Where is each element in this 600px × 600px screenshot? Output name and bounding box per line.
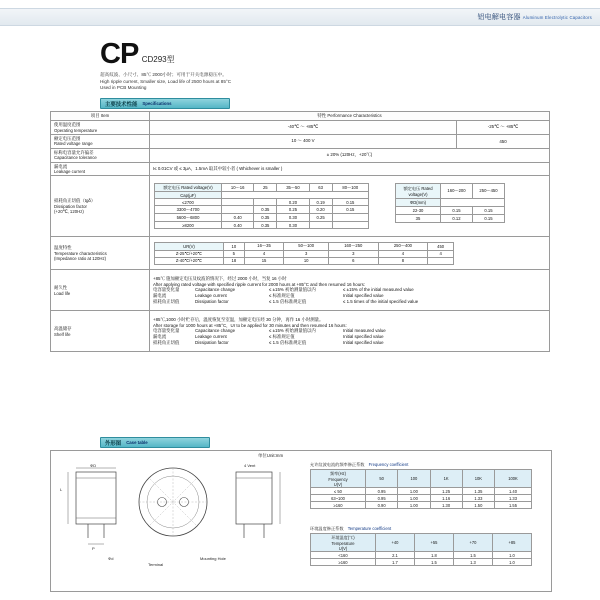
freq-r2-v0: 0.90 <box>366 502 398 509</box>
temp-r0-v1: 4 <box>244 250 284 257</box>
cell-rated-voltage-2: 450 <box>457 134 550 148</box>
page-header <box>0 8 600 26</box>
table-row <box>51 270 550 311</box>
cell-leakage-current: I≤ 0.01CV 或 ≤ 3μA，1.5mA 取其中较小者 ( Whichever is smaller ) <box>150 162 550 176</box>
df-left-spacer <box>222 192 369 199</box>
freq-r2-v3: 1.50 <box>462 502 494 509</box>
shelf-life-cell <box>150 311 550 352</box>
section-bar-case-en: Case table <box>126 440 148 445</box>
freq-r1-v0: 0.95 <box>366 495 398 502</box>
ll-1-cn: 漏电流 <box>153 293 167 299</box>
temperature-cell <box>150 237 550 270</box>
freq-corner-u: U(V) <box>333 481 343 487</box>
df-left-r1-v3: 0.20 <box>309 206 332 214</box>
tc-corner-u: U(V) <box>338 545 348 551</box>
section-bar-specifications-en: Specifications <box>142 101 172 106</box>
row-label-shelf-life <box>51 311 150 352</box>
terminal-note: Terminal <box>148 562 164 567</box>
dissipation-table-right <box>395 183 505 223</box>
df-left-r3-v0: 0.40 <box>222 222 254 229</box>
sl-2-cn: 损耗角正切值 <box>153 340 180 346</box>
cell-operating-temperature-1: -40℃ ～ +85℃ <box>150 121 457 135</box>
tc-corner <box>311 534 376 552</box>
df-left-r0-v2: 0.20 <box>277 199 309 206</box>
temp-r0-v2: 3 <box>284 250 329 257</box>
df-right-col-0: 160～200 <box>441 184 473 199</box>
dim-label-d2: Φd <box>108 556 114 561</box>
load-life-intro-en: After applying rated voltage with specified ripple current for 2000 hours at +85°C and then resumed 16 hours: <box>153 281 366 287</box>
temp-col-2: 50～100 <box>284 242 329 250</box>
df-left-col-3: 63 <box>309 184 332 192</box>
df-right-r1-v1: 0.15 <box>473 215 505 223</box>
freq-corner-en: Frequency <box>328 476 348 482</box>
col-header-char-cn: 特性 <box>317 113 327 118</box>
row-label-cn: 额定电压范围 <box>54 135 81 141</box>
df-left-r0-label: ≤2700 <box>155 199 222 206</box>
table-row <box>155 257 454 264</box>
table-row <box>396 207 505 215</box>
table-row <box>51 162 550 176</box>
cell-rated-voltage-1: 10 ～ 400 V <box>150 134 457 148</box>
frequency-coefficient-block <box>310 462 532 509</box>
table-row <box>155 250 454 257</box>
df-left-r1-label: 3300～4700 <box>155 206 222 214</box>
df-left-r3-v2: 0.30 <box>277 222 309 229</box>
section-bar-specifications <box>100 98 230 109</box>
freq-r0-v2: 1.25 <box>430 488 462 495</box>
table-row <box>396 199 505 207</box>
row-label-temperature-characteristics <box>51 237 150 270</box>
freq-r0-v0: 0.95 <box>366 488 398 495</box>
freq-col-1: 100 <box>398 470 430 488</box>
row-label-load-life <box>51 270 150 311</box>
temp-col-head: UR(V) <box>155 242 224 250</box>
table-row <box>311 559 532 566</box>
series-note-cn: 超高纹波、小尺寸、85℃ 2000小时；可用于开关电源稳压中。 <box>100 72 227 77</box>
temp-r1-v4: 8 <box>378 257 428 264</box>
df-right-col-1: 250～450 <box>473 184 505 199</box>
temp-col-1: 16～35 <box>244 242 284 250</box>
shelf-life-intro-en: After storage for 1000 hours at +85°C，Ur to be applied for 30 minutes and then resumed 16 hours: <box>153 322 347 328</box>
row-label-cn: 损耗角正切值（tgδ） <box>54 198 96 204</box>
temperature-coefficient-block <box>310 526 532 566</box>
freq-corner-cn: 频率(Hz) <box>330 470 346 476</box>
table-row <box>396 184 505 199</box>
temp-r1-v2: 10 <box>284 257 329 264</box>
sl-2-en: Dissipation factor <box>195 340 229 346</box>
ll-0-cn: 电容量变化量 <box>153 287 180 293</box>
df-left-r2-v2: 0.30 <box>277 214 309 222</box>
table-row <box>155 242 454 250</box>
ll-0-valcn: ≤ ±15% 初始测量值以内 <box>269 287 316 293</box>
df-left-r1-v4: 0.15 <box>332 206 368 214</box>
df-right-r1-v0: 0.12 <box>441 215 473 223</box>
table-row <box>155 199 369 206</box>
freq-r2-v1: 1.00 <box>398 502 430 509</box>
freq-r0-v1: 1.00 <box>398 488 430 495</box>
table-row <box>51 134 550 148</box>
df-left-col-2: 35～50 <box>277 184 309 192</box>
df-left-r0-v0 <box>222 199 254 206</box>
series-title-block <box>100 40 231 90</box>
sl-0-valen: Initial measured value <box>343 328 386 334</box>
series-type: CD293型 <box>141 55 175 64</box>
load-life-intro-cn: +85℃ 施加额定电压及纹波的情况下，经过 2000 小时，当复 16 小时 <box>153 275 287 281</box>
temp-r1-v1: 15 <box>244 257 284 264</box>
col-header-characteristics <box>150 112 550 121</box>
row-label-cn: 耐久性 <box>54 285 68 290</box>
freq-r0-v3: 1.35 <box>462 488 494 495</box>
table-row <box>155 206 369 214</box>
freq-r1-v3: 1.33 <box>462 495 494 502</box>
dissipation-table-left <box>154 183 369 229</box>
df-left-r2-v3: 0.25 <box>309 214 332 222</box>
row-label-cn: 温度特性 <box>54 245 72 251</box>
df-right-r1-label: 35 <box>396 215 441 223</box>
table-row <box>51 121 550 135</box>
sl-0-valcn: ≤ ±15% 初始测量值以内 <box>269 328 316 334</box>
sl-0-en: Capacitance change <box>195 328 236 334</box>
tc-r0-v1: 1.8 <box>415 552 454 559</box>
tc-r1-v2: 1.3 <box>454 559 493 566</box>
freq-title-cn: 允许纹波电流的频率修正系数 <box>310 462 365 467</box>
table-row <box>51 237 550 270</box>
row-label-cond: (+20℃, 120Hz) <box>54 209 84 215</box>
df-right-r0-v0: 0.15 <box>441 207 473 215</box>
df-left-r3-label: ≥8200 <box>155 222 222 229</box>
temp-r0-label: Z-25℃/+20℃ <box>155 250 224 257</box>
row-label-operating-temperature <box>51 121 150 135</box>
mounting-hole-note: Mounting Hole <box>200 556 226 561</box>
row-label-rated-voltage-range <box>51 134 150 148</box>
header-title <box>477 12 592 22</box>
temp-r0-v0: 5 <box>224 250 245 257</box>
row-label-cond: (Impedance ratio at 120Hz) <box>54 256 107 262</box>
row-label-en: Temperature characteristics <box>54 250 107 256</box>
series-note-en2: Used in PCB Mounting <box>100 85 147 90</box>
col-header-char-en: Performance Characteristics <box>327 113 382 118</box>
dim-label-L: L <box>60 487 63 492</box>
table-row <box>396 215 505 223</box>
df-right-r0-v1: 0.15 <box>473 207 505 215</box>
tc-r0-v2: 1.5 <box>454 552 493 559</box>
shelf-life-line-2 <box>153 340 546 346</box>
case-unit-label: 单位Unit:mm <box>258 453 284 458</box>
frequency-coefficient-title <box>310 462 532 468</box>
capacitor-outline-drawing <box>58 462 298 584</box>
cell-capacitance-tolerance: ± 20% (120Hz，+20℃) <box>150 148 550 162</box>
dim-label-P: P <box>92 546 95 551</box>
specifications-table <box>50 111 550 352</box>
freq-r1-v2: 1.16 <box>430 495 462 502</box>
sl-1-valcn: ≤ 标准规定值 <box>269 334 295 340</box>
temp-r1-v3: 6 <box>329 257 379 264</box>
temp-col-3: 160～250 <box>329 242 379 250</box>
freq-col-0: 50 <box>366 470 398 488</box>
df-left-r0-v3: 0.19 <box>309 199 332 206</box>
vent-note: 4 Vent <box>244 463 256 468</box>
temp-r0-v3: 3 <box>329 250 379 257</box>
df-left-r3-v1: 0.35 <box>254 222 277 229</box>
tc-col-1: +55 <box>415 534 454 552</box>
tc-r1-label: ≥160 <box>311 559 376 566</box>
table-row <box>311 470 532 488</box>
df-left-r3-v3 <box>309 222 332 229</box>
ll-2-valcn: ≤ 1.5 倍标准规定值 <box>269 299 307 305</box>
tc-col-0: +40 <box>376 534 415 552</box>
temp-r0-v4: 4 <box>378 250 428 257</box>
freq-col-4: 100K <box>495 470 532 488</box>
shelf-life-intro-cn: +85℃,1000 小时贮存后，温度恢复至室温，加额定电压经 30 分钟，再作 16 小时测量。 <box>153 316 324 322</box>
row-label-cn: 标称电容量允许偏差 <box>54 149 94 155</box>
temp-r0-v5: 4 <box>428 250 454 257</box>
df-left-r0-v4: 0.15 <box>332 199 368 206</box>
df-left-r2-v0: 0.40 <box>222 214 254 222</box>
tc-corner-cn: 环境温度(℃) <box>331 534 355 540</box>
table-row <box>311 495 532 502</box>
temp-r1-v5 <box>428 257 454 264</box>
sl-1-valen: Initial specified value <box>343 334 384 340</box>
freq-r1-v4: 1.33 <box>495 495 532 502</box>
row-label-en: Shelf life <box>54 331 71 337</box>
temperature-coefficient-table <box>310 533 532 566</box>
table-row <box>51 311 550 352</box>
df-left-r1-v1: 0.35 <box>254 206 277 214</box>
freq-r0-v4: 1.40 <box>495 488 532 495</box>
tc-r1-v3: 1.0 <box>493 559 532 566</box>
table-row <box>311 534 532 552</box>
section-bar-case-cn: 外形图 <box>105 440 122 447</box>
table-row <box>155 192 369 199</box>
df-left-r2-label: 5600～6800 <box>155 214 222 222</box>
row-label-en: Capacitance tolerance <box>54 155 97 161</box>
header-title-en: Aluminum Electrolytic Capacitors <box>522 15 592 20</box>
tc-col-3: +85 <box>493 534 532 552</box>
series-name: CP <box>100 38 139 70</box>
row-label-cn: 使用温度范围 <box>54 122 81 127</box>
df-left-r3-v4 <box>332 222 368 229</box>
load-life-cell <box>150 270 550 311</box>
sl-2-valcn: ≤ 1.5 倍标准规定值 <box>269 340 307 346</box>
table-row <box>311 552 532 559</box>
row-label-en: Load life <box>54 290 71 296</box>
freq-title-en: Frequency coefficient <box>368 462 409 467</box>
freq-r1-v1: 1.00 <box>398 495 430 502</box>
col-header-item-en: Item <box>100 113 110 118</box>
dissipation-factor-cell <box>150 176 550 237</box>
row-label-en: Operating temperature <box>54 127 98 133</box>
temp-col-4: 250～400 <box>378 242 428 250</box>
row-label-cn: 漏电流 <box>54 163 68 169</box>
tc-r1-v1: 1.5 <box>415 559 454 566</box>
df-left-col-4: 80～100 <box>332 184 368 192</box>
row-label-en: Rated voltage range <box>54 141 93 147</box>
df-right-row-label: ΦD(mm) <box>396 199 441 207</box>
frequency-coefficient-table <box>310 469 532 509</box>
ll-2-cn: 损耗角正切值 <box>153 299 180 305</box>
df-left-col-1: 25 <box>254 184 277 192</box>
temperature-coefficient-title <box>310 526 532 532</box>
df-left-r1-v0 <box>222 206 254 214</box>
section-bar-case-table <box>100 437 210 448</box>
ll-2-valen: ≤ 1.5 times of the initial specified value <box>343 299 419 305</box>
cell-operating-temperature-2: -25℃ ～ +85℃ <box>457 121 550 135</box>
dim-label-D: ΦD <box>90 463 97 468</box>
table-row <box>51 112 550 121</box>
sl-1-cn: 漏电流 <box>153 334 167 340</box>
col-header-item-cn: 项目 <box>90 113 100 118</box>
tc-corner-en: Temperature <box>331 540 355 546</box>
ll-1-valcn: ≤ 标准规定值 <box>269 293 295 299</box>
df-right-head: 额定电压 Rated voltage(V) <box>396 184 441 199</box>
tc-r0-label: <160 <box>311 552 376 559</box>
series-note-en1: High ripple current, Smaller size, Load life of 2500 hours at 85°C <box>100 79 232 84</box>
df-right-spacer <box>441 199 505 207</box>
table-row <box>155 222 369 229</box>
tc-r0-v0: 2.1 <box>376 552 415 559</box>
sl-1-en: Leakage current <box>195 334 227 340</box>
temp-r1-v0: 18 <box>224 257 245 264</box>
tc-col-2: +70 <box>454 534 493 552</box>
table-row <box>311 502 532 509</box>
temperature-table <box>154 242 454 265</box>
col-header-item <box>51 112 150 121</box>
section-bar-specifications-cn: 主要技术性能 <box>105 101 138 108</box>
header-title-cn: 铝电解电容器 <box>477 14 521 21</box>
freq-r2-label: ≥160 <box>311 502 366 509</box>
freq-col-2: 1K <box>430 470 462 488</box>
freq-corner <box>311 470 366 488</box>
freq-r2-v4: 1.55 <box>495 502 532 509</box>
row-label-capacitance-tolerance <box>51 148 150 162</box>
freq-r2-v2: 1.30 <box>430 502 462 509</box>
row-label-en: Leakage current <box>54 169 86 175</box>
ll-0-en: Capacitance change <box>195 287 236 293</box>
tc-r0-v3: 1.0 <box>493 552 532 559</box>
row-label-dissipation-factor <box>51 176 150 237</box>
table-row <box>51 148 550 162</box>
df-left-col-0: 10～16 <box>222 184 254 192</box>
tc-title-en: Temperature coefficient <box>347 526 392 531</box>
df-left-row-label: Cap(μF) <box>155 192 222 199</box>
ll-1-valen: Initial specified value <box>343 293 384 299</box>
freq-r1-label: 63~100 <box>311 495 366 502</box>
df-left-r2-v1: 0.35 <box>254 214 277 222</box>
row-label-cn: 高温储存 <box>54 326 72 331</box>
load-life-line-2 <box>153 299 546 305</box>
df-left-r0-v1 <box>254 199 277 206</box>
ll-0-valen: ≤ ±15% of the initial measured value <box>343 287 414 293</box>
row-label-leakage-current <box>51 162 150 176</box>
temp-r1-label: Z-40℃/+20℃ <box>155 257 224 264</box>
tc-r1-v0: 1.7 <box>376 559 415 566</box>
row-label-en: Dissipation factor <box>54 203 87 209</box>
table-row <box>51 176 550 237</box>
temp-col-5: 450 <box>428 242 454 250</box>
df-left-r1-v2: 0.25 <box>277 206 309 214</box>
ll-1-en: Leakage current <box>195 293 227 299</box>
temp-col-0: 10 <box>224 242 245 250</box>
table-row <box>311 488 532 495</box>
sl-2-valen: Initial specified value <box>343 340 384 346</box>
df-left-r2-v4 <box>332 214 368 222</box>
table-row <box>155 214 369 222</box>
freq-r0-label: ≤ 50 <box>311 488 366 495</box>
tc-title-cn: 环境温度修正系数 <box>310 526 344 531</box>
sl-0-cn: 电容量变化量 <box>153 328 180 334</box>
ll-2-en: Dissipation factor <box>195 299 229 305</box>
freq-col-3: 10K <box>462 470 494 488</box>
table-row <box>155 184 369 192</box>
df-right-r0-label: 22-30 <box>396 207 441 215</box>
df-left-head: 额定电压 Rated voltage(V) <box>155 184 222 192</box>
